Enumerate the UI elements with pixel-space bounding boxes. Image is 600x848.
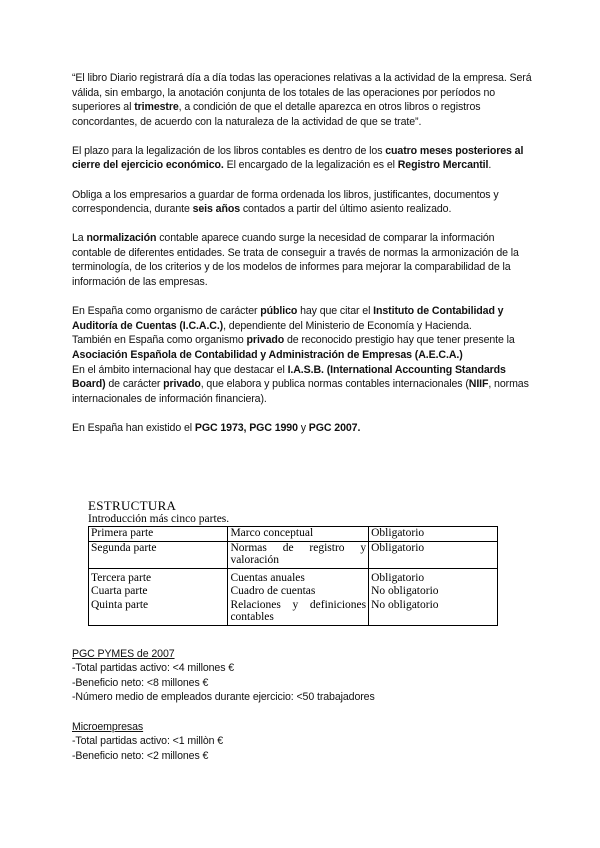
table-row: Quinta parte Relaciones y definiciones contables No obligatorio [89,599,498,626]
estructura-table [88,526,498,626]
list-item: -Total partidas activo: <4 millones € [72,662,235,675]
normalizacion-paragraph: La normalización contable aparece cuando surge la necesidad de comparar la información contable de diferentes entidades. Se trata de conseguir a través de normas la armonización de la terminología, de los criterios y de los modelos de informes para mejorar la comparabilidad de la información de las empresas. [72,232,519,289]
document-body [72,71,534,435]
list-item: -Total partidas activo: <1 millòn € [72,735,224,748]
pymes-section [72,647,534,705]
table-row: Segunda parte Normas de registro y valoración Obligatorio [89,541,498,568]
estructura-scanned-table [88,499,508,626]
quote-paragraph: “El libro Diario registrará día a día todas las operaciones relativas a la actividad de la empresa. Será válida, sin embargo, la anotación conjunta de los totales de las operaciones por períodos no superiores al trimestre, a condición de que el detalle aparezca en otros libros o registros concordantes, de acuerdo con la naturaleza de la actividad de que se trate”. [72,72,532,128]
estructura-heading: ESTRUCTURA [88,498,177,513]
pymes-title: PGC PYMES de 2007 [72,648,175,660]
obliga-paragraph: Obliga a los empresarios a guardar de forma ordenada los libros, justificantes, documentos y correspondencia, durante seis años contados a partir del último asiento realizado. [72,188,499,216]
list-item: -Número medio de empleados durante ejercicio: <50 trabajadores [72,691,375,704]
micro-title: Microempresas [72,721,144,733]
table-row: Primera parte Marco conceptual Obligatorio [89,527,498,542]
micro-section [72,720,534,763]
table-row: Tercera parte Cuentas anuales Obligatorio [89,568,498,585]
organismos-paragraph: En España como organismo de carácter público hay que citar el Instituto de Contabilidad y Auditoría de Cuentas (I.C.A.C.), dependiente del Ministerio de Economía y Hacienda. También en España como organismo privado de reconocido prestigio hay que tener presente la Asociación Española de Contabilidad y Administración de Empresas (A.E.C.A.) En el ámbito internacional hay que destacar el I.A.S.B. (International Accounting Standards Board) de carácter privado, que elabora y publica normas contables internacionales (NIIF, normas internacionales de información financiera). [72,305,529,405]
plazo-paragraph: El plazo para la legalización de los libros contables es dentro de los cuatro meses posteriores al cierre del ejercicio económico. El encargado de la legalización es el Registro Mercantil. [72,144,524,172]
list-item: -Beneficio neto: <2 millones € [72,749,209,762]
pgc-paragraph: En España han existido el PGC 1973, PGC 1990 y PGC 2007. [72,421,361,434]
table-row: Cuarta parte Cuadro de cuentas No obligatorio [89,585,498,599]
estructura-intro: Introducción más cinco partes. [88,513,230,525]
list-item: -Beneficio neto: <8 millones € [72,676,209,689]
